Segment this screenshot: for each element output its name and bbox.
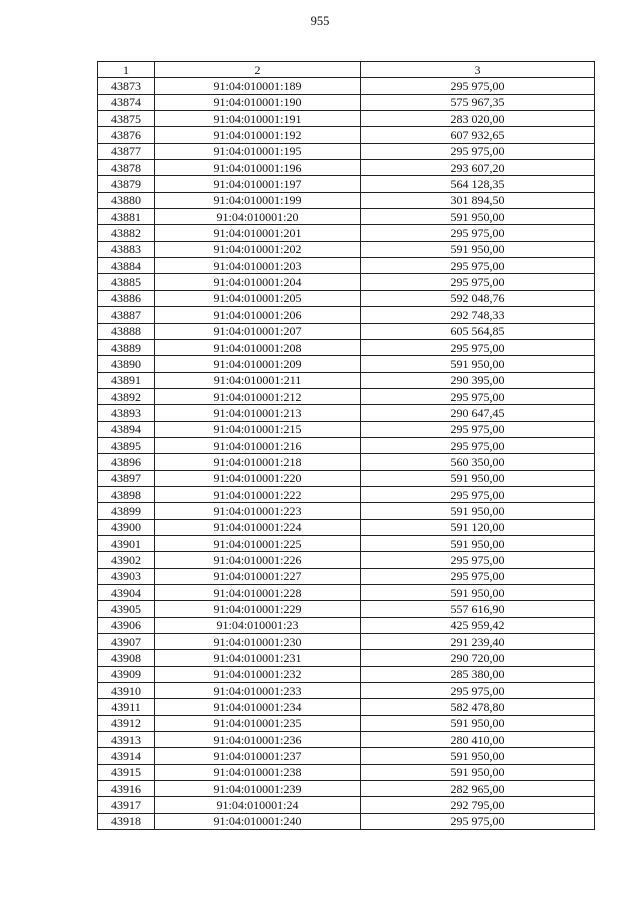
value-cell: 301 894,50 [361,192,595,208]
value-cell: 591 950,00 [361,241,595,257]
value-cell: 592 048,76 [361,290,595,306]
value-cell: 291 239,40 [361,634,595,650]
cadastral-number-cell: 91:04:010001:23 [155,617,361,633]
row-number-cell: 43894 [98,421,155,437]
table-row [98,748,595,764]
cadastral-number-cell: 91:04:010001:235 [155,715,361,731]
row-number-cell: 43916 [98,781,155,797]
row-number-cell: 43899 [98,503,155,519]
cadastral-number-cell: 91:04:010001:209 [155,356,361,372]
value-cell: 295 975,00 [361,437,595,453]
cadastral-number-cell: 91:04:010001:189 [155,78,361,94]
cadastral-number-cell: 91:04:010001:190 [155,94,361,110]
table-row [98,192,595,208]
cadastral-number-cell: 91:04:010001:215 [155,421,361,437]
cadastral-number-cell: 91:04:010001:236 [155,732,361,748]
row-number-cell: 43885 [98,274,155,290]
row-number-cell: 43877 [98,143,155,159]
cadastral-number-cell: 91:04:010001:238 [155,764,361,780]
table-row [98,781,595,797]
value-cell: 293 607,20 [361,160,595,176]
table-row [98,290,595,306]
cadastral-number-cell: 91:04:010001:216 [155,437,361,453]
cadastral-number-cell: 91:04:010001:208 [155,339,361,355]
row-number-cell: 43907 [98,634,155,650]
row-number-cell: 43901 [98,535,155,551]
value-cell: 283 020,00 [361,111,595,127]
row-number-cell: 43914 [98,748,155,764]
row-number-cell: 43879 [98,176,155,192]
registry-table [97,61,595,830]
value-cell: 295 975,00 [361,274,595,290]
table-row [98,258,595,274]
row-number-cell: 43904 [98,585,155,601]
cadastral-number-cell: 91:04:010001:197 [155,176,361,192]
table-row [98,94,595,110]
row-number-cell: 43913 [98,732,155,748]
row-number-cell: 43895 [98,437,155,453]
row-number-cell: 43892 [98,388,155,404]
table-row [98,437,595,453]
value-cell: 292 748,33 [361,307,595,323]
value-cell: 591 950,00 [361,535,595,551]
value-cell: 282 965,00 [361,781,595,797]
cadastral-number-cell: 91:04:010001:199 [155,192,361,208]
table-row [98,552,595,568]
cadastral-number-cell: 91:04:010001:24 [155,797,361,813]
table-row [98,356,595,372]
table-row [98,421,595,437]
table-row [98,111,595,127]
cadastral-number-cell: 91:04:010001:207 [155,323,361,339]
value-cell: 290 720,00 [361,650,595,666]
value-cell: 295 975,00 [361,552,595,568]
table-row [98,176,595,192]
row-number-cell: 43887 [98,307,155,323]
row-number-cell: 43875 [98,111,155,127]
table-row [98,405,595,421]
value-cell: 285 380,00 [361,666,595,682]
value-cell: 607 932,65 [361,127,595,143]
row-number-cell: 43902 [98,552,155,568]
value-cell: 280 410,00 [361,732,595,748]
row-number-cell: 43890 [98,356,155,372]
table-row [98,388,595,404]
row-number-cell: 43912 [98,715,155,731]
cadastral-number-cell: 91:04:010001:195 [155,143,361,159]
row-number-cell: 43906 [98,617,155,633]
table-row [98,797,595,813]
value-cell: 560 350,00 [361,454,595,470]
row-number-cell: 43898 [98,486,155,502]
table-row [98,454,595,470]
column-header-1: 1 [98,62,155,78]
table-row [98,601,595,617]
row-number-cell: 43903 [98,568,155,584]
table-row [98,535,595,551]
row-number-cell: 43889 [98,339,155,355]
row-number-cell: 43888 [98,323,155,339]
value-cell: 582 478,80 [361,699,595,715]
value-cell: 295 975,00 [361,225,595,241]
value-cell: 591 950,00 [361,470,595,486]
table-row [98,764,595,780]
row-number-cell: 43876 [98,127,155,143]
value-cell: 295 975,00 [361,568,595,584]
cadastral-number-cell: 91:04:010001:227 [155,568,361,584]
value-cell: 295 975,00 [361,486,595,502]
table-row [98,699,595,715]
row-number-cell: 43911 [98,699,155,715]
table-row [98,307,595,323]
row-number-cell: 43883 [98,241,155,257]
value-cell: 295 975,00 [361,683,595,699]
value-cell: 295 975,00 [361,258,595,274]
value-cell: 591 950,00 [361,503,595,519]
row-number-cell: 43884 [98,258,155,274]
cadastral-number-cell: 91:04:010001:213 [155,405,361,421]
row-number-cell: 43897 [98,470,155,486]
row-number-cell: 43910 [98,683,155,699]
value-cell: 295 975,00 [361,813,595,829]
table-row [98,813,595,829]
table-row [98,241,595,257]
table-row [98,650,595,666]
table-row [98,503,595,519]
table-row [98,486,595,502]
column-header-2: 2 [155,62,361,78]
cadastral-number-cell: 91:04:010001:240 [155,813,361,829]
table-row [98,634,595,650]
cadastral-number-cell: 91:04:010001:231 [155,650,361,666]
cadastral-number-cell: 91:04:010001:206 [155,307,361,323]
row-number-cell: 43882 [98,225,155,241]
cadastral-number-cell: 91:04:010001:229 [155,601,361,617]
cadastral-number-cell: 91:04:010001:202 [155,241,361,257]
table-row [98,143,595,159]
cadastral-number-cell: 91:04:010001:222 [155,486,361,502]
table-row [98,127,595,143]
cadastral-number-cell: 91:04:010001:234 [155,699,361,715]
cadastral-number-cell: 91:04:010001:239 [155,781,361,797]
table-row [98,732,595,748]
row-number-cell: 43909 [98,666,155,682]
value-cell: 290 395,00 [361,372,595,388]
value-cell: 557 616,90 [361,601,595,617]
row-number-cell: 43873 [98,78,155,94]
value-cell: 295 975,00 [361,339,595,355]
value-cell: 295 975,00 [361,78,595,94]
cadastral-number-cell: 91:04:010001:196 [155,160,361,176]
table-row [98,209,595,225]
cadastral-number-cell: 91:04:010001:205 [155,290,361,306]
value-cell: 295 975,00 [361,143,595,159]
value-cell: 295 975,00 [361,421,595,437]
row-number-cell: 43878 [98,160,155,176]
cadastral-number-cell: 91:04:010001:212 [155,388,361,404]
row-number-cell: 43886 [98,290,155,306]
value-cell: 591 950,00 [361,585,595,601]
table-row [98,225,595,241]
row-number-cell: 43880 [98,192,155,208]
cadastral-number-cell: 91:04:010001:192 [155,127,361,143]
value-cell: 425 959,42 [361,617,595,633]
cadastral-number-cell: 91:04:010001:225 [155,535,361,551]
page-number: 955 [310,14,330,28]
cadastral-number-cell: 91:04:010001:20 [155,209,361,225]
row-number-cell: 43874 [98,94,155,110]
value-cell: 591 950,00 [361,715,595,731]
table-row [98,470,595,486]
column-header-3: 3 [361,62,595,78]
row-number-cell: 43900 [98,519,155,535]
table-row [98,519,595,535]
cadastral-number-cell: 91:04:010001:233 [155,683,361,699]
cadastral-number-cell: 91:04:010001:191 [155,111,361,127]
table-row [98,274,595,290]
row-number-cell: 43908 [98,650,155,666]
table-row [98,683,595,699]
value-cell: 591 950,00 [361,764,595,780]
cadastral-number-cell: 91:04:010001:203 [155,258,361,274]
row-number-cell: 43915 [98,764,155,780]
table-row [98,715,595,731]
value-cell: 292 795,00 [361,797,595,813]
cadastral-number-cell: 91:04:010001:204 [155,274,361,290]
table-row [98,339,595,355]
cadastral-number-cell: 91:04:010001:201 [155,225,361,241]
row-number-cell: 43881 [98,209,155,225]
table-row [98,372,595,388]
value-cell: 564 128,35 [361,176,595,192]
table-row [98,617,595,633]
row-number-cell: 43918 [98,813,155,829]
value-cell: 591 950,00 [361,356,595,372]
row-number-cell: 43917 [98,797,155,813]
cadastral-number-cell: 91:04:010001:237 [155,748,361,764]
table-row [98,78,595,94]
cadastral-number-cell: 91:04:010001:223 [155,503,361,519]
cadastral-number-cell: 91:04:010001:232 [155,666,361,682]
table-row [98,585,595,601]
table-row [98,568,595,584]
cadastral-number-cell: 91:04:010001:228 [155,585,361,601]
table-body [98,78,595,830]
row-number-cell: 43891 [98,372,155,388]
table-row [98,160,595,176]
row-number-cell: 43905 [98,601,155,617]
cadastral-number-cell: 91:04:010001:230 [155,634,361,650]
cadastral-number-cell: 91:04:010001:220 [155,470,361,486]
value-cell: 591 950,00 [361,748,595,764]
value-cell: 605 564,85 [361,323,595,339]
value-cell: 591 120,00 [361,519,595,535]
cadastral-number-cell: 91:04:010001:218 [155,454,361,470]
row-number-cell: 43896 [98,454,155,470]
table-row [98,323,595,339]
cadastral-number-cell: 91:04:010001:211 [155,372,361,388]
value-cell: 591 950,00 [361,209,595,225]
value-cell: 575 967,35 [361,94,595,110]
table-header-row [98,62,595,78]
cadastral-number-cell: 91:04:010001:224 [155,519,361,535]
table-row [98,666,595,682]
value-cell: 290 647,45 [361,405,595,421]
value-cell: 295 975,00 [361,388,595,404]
cadastral-number-cell: 91:04:010001:226 [155,552,361,568]
row-number-cell: 43893 [98,405,155,421]
